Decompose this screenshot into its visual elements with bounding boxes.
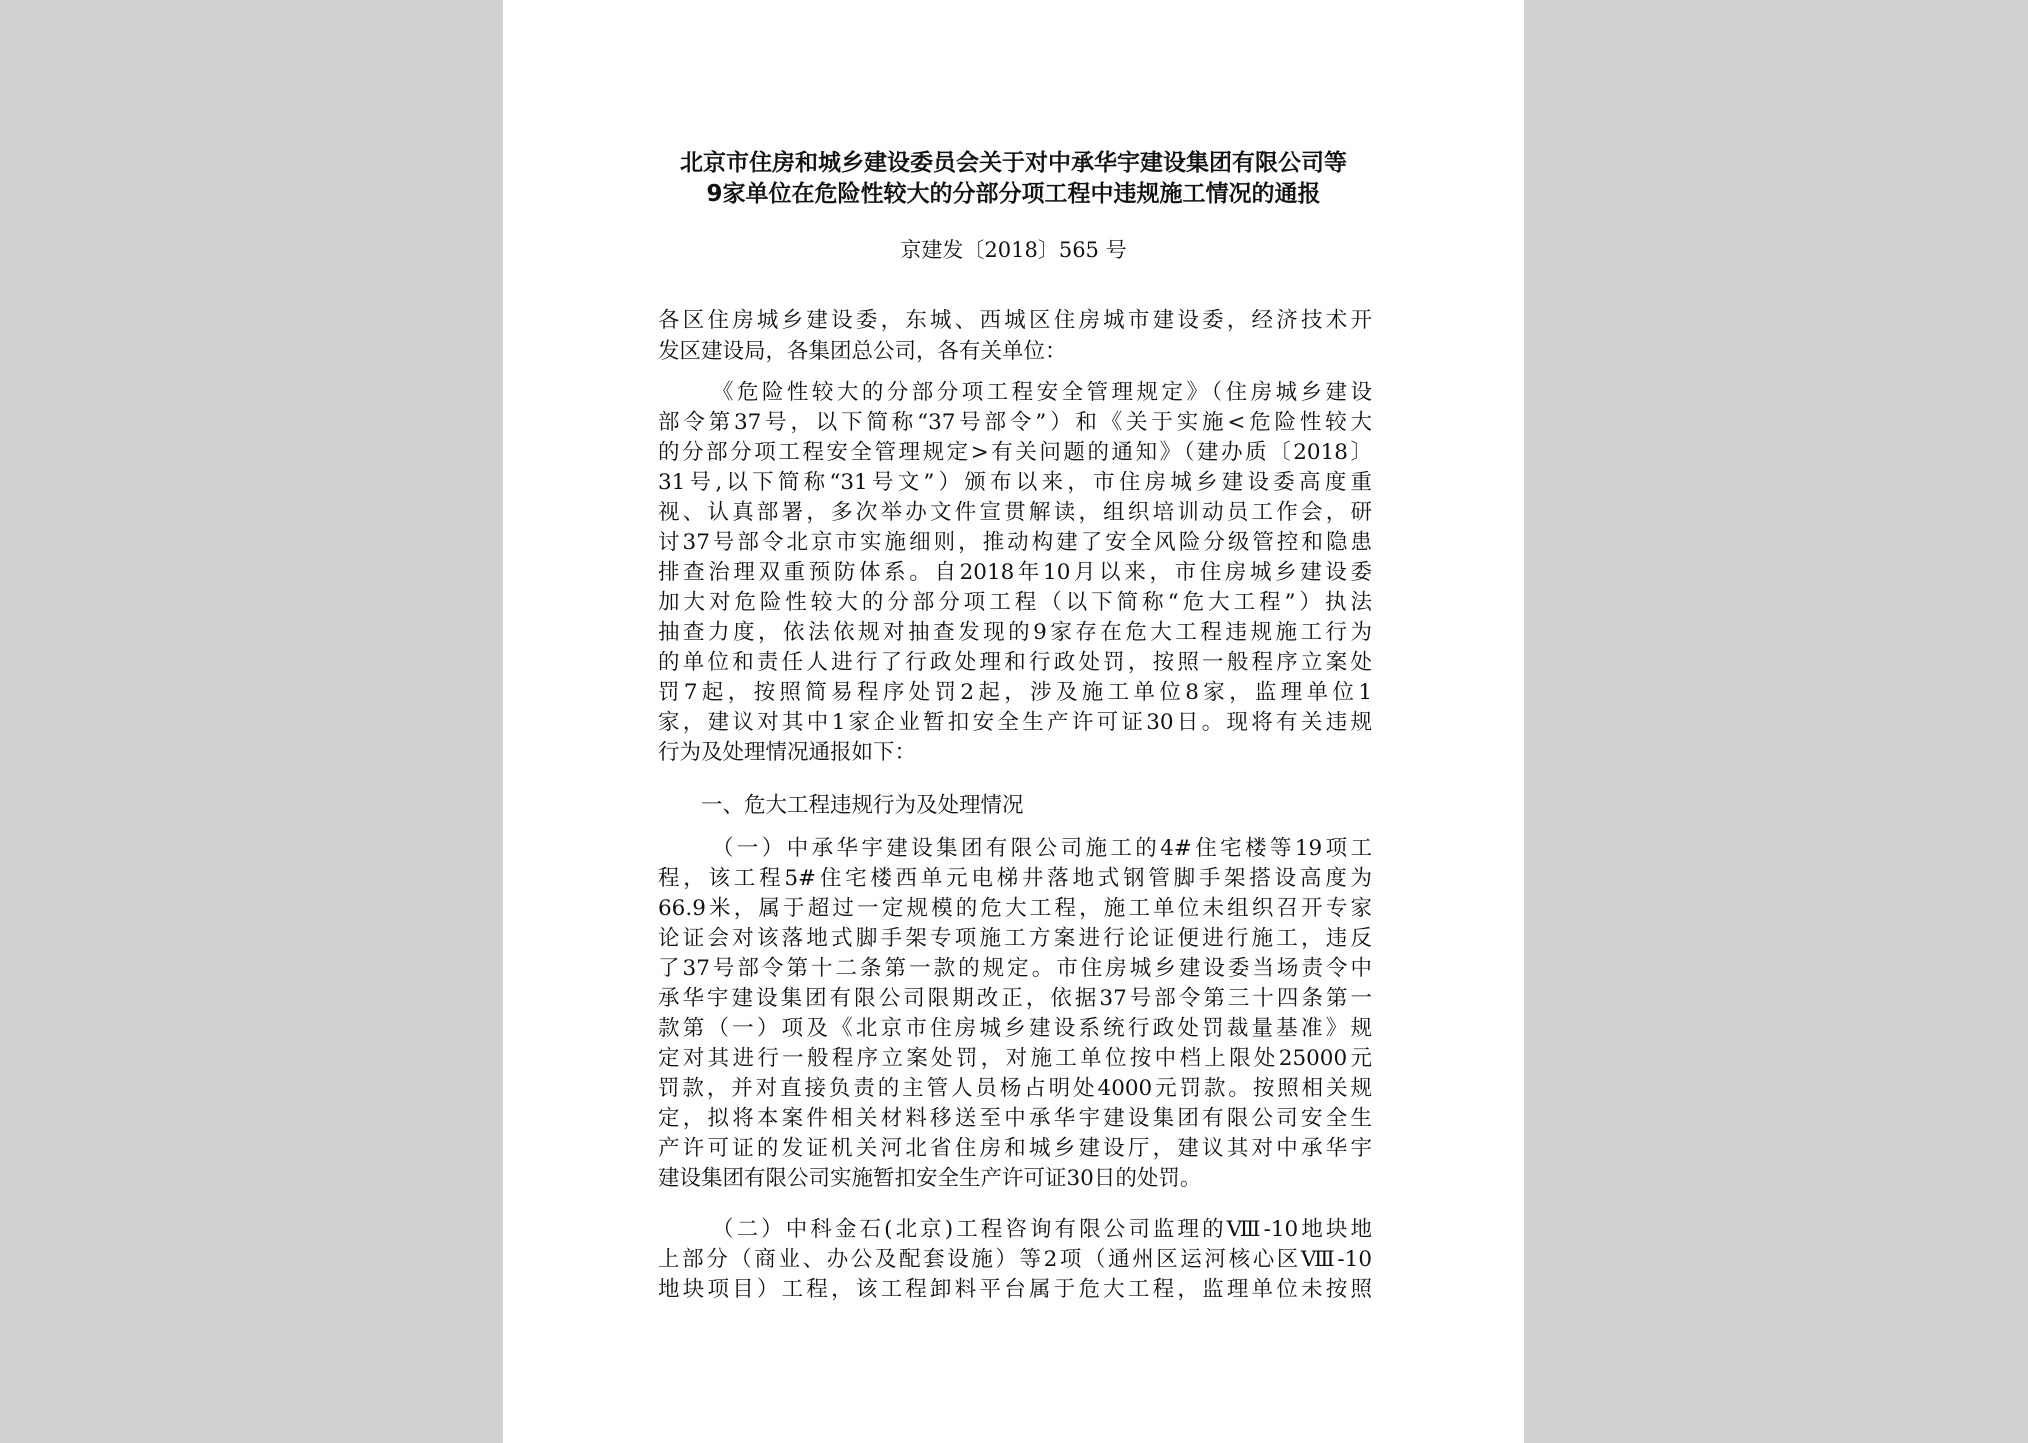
item1-line-2: 程，该工程5#住宅楼西单元电梯井落地式钢管脚手架搭设高度为 [658, 866, 1372, 891]
document-number: 京建发〔2018〕565 号 [900, 238, 1127, 262]
item1-line-9: 罚款，并对直接负责的主管人员杨占明处4000元罚款。按照相关规 [658, 1076, 1372, 1101]
intro-line-7: 排查治理双重预防体系。自2018年10月以来，市住房城乡建设委 [658, 560, 1372, 585]
intro-line-1: 《危险性较大的分部分项工程安全管理规定》（住房城乡建设 [712, 380, 1372, 405]
document-page [503, 0, 1524, 1443]
item2-line-3: 地块项目）工程，该工程卸料平台属于危大工程，监理单位未按照 [658, 1277, 1372, 1302]
item1-line-12: 建设集团有限公司实施暂扣安全生产许可证30日的处罚。 [658, 1166, 1202, 1191]
intro-line-12: 家，建议对其中1家企业暂扣安全生产许可证30日。现将有关违规 [658, 710, 1372, 735]
item1-line-1: （一）中承华宇建设集团有限公司施工的4#住宅楼等19项工 [712, 836, 1372, 861]
item1-line-10: 定，拟将本案件相关材料移送至中承华宇建设集团有限公司安全生 [658, 1106, 1372, 1131]
addressee-line-1: 各区住房城乡建设委，东城、西城区住房城市建设委，经济技术开 [658, 308, 1372, 333]
item1-line-11: 产许可证的发证机关河北省住房和城乡建设厅，建议其对中承华宇 [658, 1136, 1372, 1161]
addressee-line-2: 发区建设局，各集团总公司，各有关单位： [658, 339, 1067, 364]
intro-line-8: 加大对危险性较大的分部分项工程（以下简称“危大工程”）执法 [658, 590, 1372, 615]
intro-line-2: 部令第37号，以下简称“37号部令”）和《关于实施<危险性较大 [658, 410, 1372, 435]
intro-line-5: 视、认真部署，多次举办文件宣贯解读，组织培训动员工作会，研 [658, 500, 1372, 525]
item1-line-5: 了37号部令第十二条第一款的规定。市住房城乡建设委当场责令中 [658, 956, 1372, 981]
intro-line-4: 31号,以下简称“31号文”）颁布以来，市住房城乡建设委高度重 [658, 470, 1372, 495]
section-heading: 一、危大工程违规行为及处理情况 [701, 793, 1024, 818]
intro-line-11: 罚7起，按照简易程序处罚2起，涉及施工单位8家，监理单位1 [658, 680, 1372, 705]
intro-line-9: 抽查力度，依法依规对抽查发现的9家存在危大工程违规施工行为 [658, 620, 1372, 645]
item1-line-6: 承华宇建设集团有限公司限期改正，依据37号部令第三十四条第一 [658, 986, 1372, 1011]
item1-line-7: 款第（一）项及《北京市住房城乡建设系统行政处罚裁量基准》规 [658, 1016, 1372, 1041]
item1-line-4: 论证会对该落地式脚手架专项施工方案进行论证便进行施工，违反 [658, 926, 1372, 951]
item2-line-1: （二）中科金石(北京)工程咨询有限公司监理的Ⅷ-10地块地 [712, 1217, 1372, 1242]
item1-line-8: 定对其进行一般程序立案处罚，对施工单位按中档上限处25000元 [658, 1046, 1372, 1071]
item2-line-2: 上部分（商业、办公及配套设施）等2项（通州区运河核心区Ⅷ-10 [658, 1247, 1372, 1272]
document-title-line-2: 9家单位在危险性较大的分部分项工程中违规施工情况的通报 [706, 181, 1321, 207]
item1-line-3: 66.9米，属于超过一定规模的危大工程，施工单位未组织召开专家 [658, 896, 1372, 921]
intro-line-10: 的单位和责任人进行了行政处理和行政处罚，按照一般程序立案处 [658, 650, 1372, 675]
intro-line-6: 讨37号部令北京市实施细则，推动构建了安全风险分级管控和隐患 [658, 530, 1372, 555]
intro-line-3: 的分部分项工程安全管理规定>有关问题的通知》（建办质〔2018〕 [658, 440, 1372, 465]
document-title-line-1: 北京市住房和城乡建设委员会关于对中承华宇建设集团有限公司等 [680, 150, 1347, 176]
intro-line-13: 行为及处理情况通报如下： [658, 740, 917, 765]
